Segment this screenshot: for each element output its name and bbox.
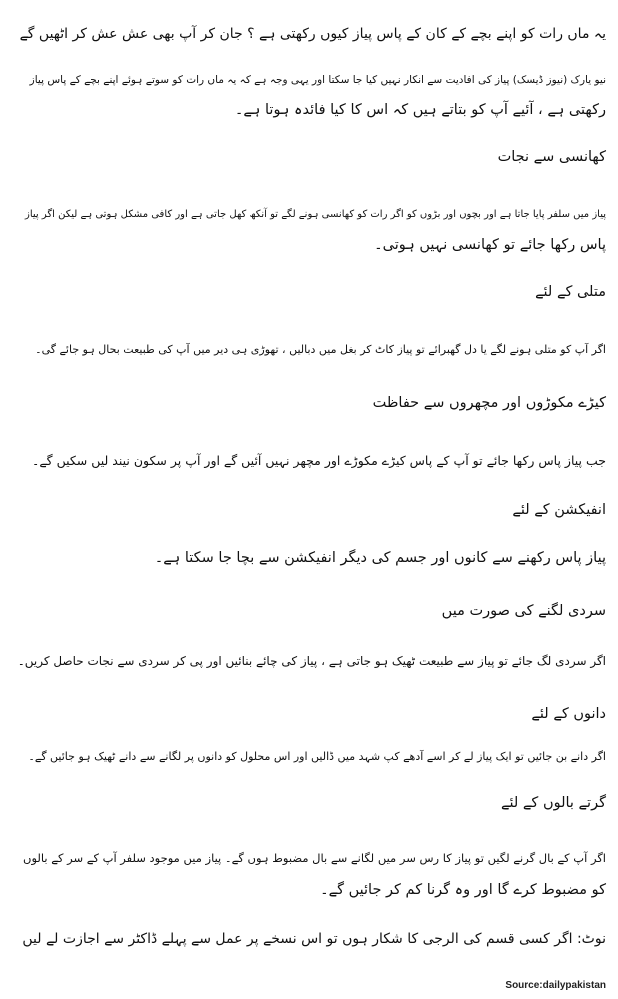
section-paragraph-line: اگر آپ کو متلی ہونے لگے یا دل گھبرائے تو پیاز کاٹ کر بغل میں دبالیں ، تھوڑی ہی دیر میں آپ کی طبیعت بحال ہو جائے گی۔ — [35, 343, 606, 356]
section-paragraph-line: اگر دانے بن جائیں تو ایک پیاز لے کر اسے آدھے کپ شہد میں ڈالیں اور اس محلول کو دانوں پر لگانے سے دانے ٹھیک ہو جائیں گے۔ — [28, 750, 606, 763]
source-credit: Source:dailypakistan — [505, 980, 606, 991]
section-paragraph-line: پیاز پاس رکھنے سے کانوں اور جسم کی دیگر انفیکشن سے بچا جا سکتا ہے۔ — [154, 550, 606, 566]
section-heading-cold: سردی لگنے کی صورت میں — [441, 603, 606, 619]
intro-line: رکھتی ہے ، آئیے آپ کو بتاتے ہیں کہ اس کا کیا فائدہ ہوتا ہے۔ — [234, 102, 606, 118]
section-paragraph-line: پیاز میں سلفر پایا جاتا ہے اور بچوں اور بڑوں کو اگر رات کو کھانسی ہونے لگے تو آنکھ کھل جاتی ہے اور کافی مشکل ہوتی ہے لیکن اگر پیاز — [24, 209, 606, 220]
section-heading-hair: گرتے بالوں کے لئے — [501, 795, 606, 811]
section-paragraph-line: پاس رکھا جائے تو کھانسی نہیں ہوتی۔ — [374, 237, 606, 253]
section-heading-cough: کھانسی سے نجات — [497, 149, 606, 165]
footnote: نوٹ: اگر کسی قسم کی الرجی کا شکار ہوں تو اس نسخے پر عمل سے پہلے ڈاکٹر سے اجازت لے لیں — [22, 931, 606, 947]
section-heading-insects: کیڑے مکوڑوں اور مچھروں سے حفاظت — [372, 395, 606, 411]
section-paragraph-line: جب پیاز پاس رکھا جائے تو آپ کے پاس کیڑے مکوڑے اور مچھر نہیں آئیں گے اور آپ پر سکون نیند لیں سکیں گے۔ — [32, 453, 606, 468]
section-heading-infection: انفیکشن کے لئے — [512, 502, 606, 518]
section-paragraph-line: اگر آپ کے بال گرنے لگیں تو پیاز کا رس سر میں لگانے سے بال مضبوط ہوں گے۔ پیاز میں موجود سلفر آپ کے سر کے بالوں — [23, 851, 606, 865]
section-paragraph-line: اگر سردی لگ جائے تو پیاز سے طبیعت ٹھیک ہو جاتی ہے ، پیاز کی چائے بنائیں اور پی کر سردی سے نجات حاصل کریں۔ — [17, 654, 606, 668]
section-heading-nausea: متلی کے لئے — [535, 284, 606, 300]
intro-line: نیو یارک (نیوز ڈیسک) پیاز کی افادیت سے انکار نہیں کیا جا سکتا اور یہی وجہ ہے کہ یہ ماں رات کو سوتے ہوئے اپنے بچے کے پاس پیاز — [29, 74, 606, 86]
section-paragraph-line: کو مضبوط کرے گا اور وہ گرنا کم کر جائیں گے۔ — [320, 882, 606, 898]
section-heading-pimples: دانوں کے لئے — [531, 706, 606, 722]
article-title: یہ ماں رات کو اپنے بچے کے کان کے پاس پیاز کیوں رکھتی ہے ؟ جان کر آپ بھی عش عش کر اٹھیں گے — [19, 26, 606, 42]
